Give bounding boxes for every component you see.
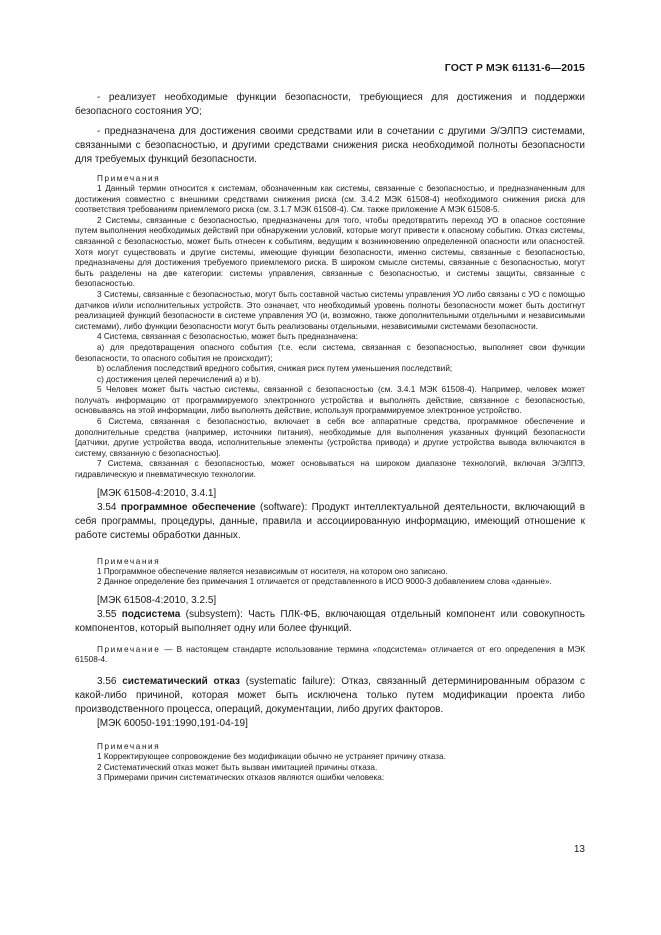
note-item: 3 Системы, связанные с безопасностью, могут быть составной частью системы управления УО либо связаны с УО с помощью датчиков и/или исполнительных устройств. Это означает, что необходимый уровень полноты безопасности может быть достигнут реализацией функций безопасности в системе управления УО (и, возможно, также дополнительными отдельными и независимыми системами), либо функции безопасности могут быть реализованы отдельными, независимыми системами безопасности. (75, 289, 585, 331)
note-item: b) ослабления последствий вредного события, снижая риск путем уменьшения последствий; (97, 364, 453, 374)
note-item: 3 Примерами причин систематических отказов являются ошибки человека: (97, 773, 385, 783)
note-item: 1 Программное обеспечение является независимым от носителя, на котором оно записано. (97, 566, 448, 576)
page-content (75, 91, 585, 784)
page-number: 13 (573, 844, 585, 855)
note-label: Примечание (97, 644, 161, 654)
term-definition: Продукт интеллектуальной деятельности, включающий в себя программы, процедуры, данные, правила и ассоциированную информацию, имеющий отношение к работе системы обработки данных. (75, 501, 586, 541)
term-english: (software): (259, 501, 308, 513)
term-number: 3.55 (97, 608, 117, 620)
term-english: (systematic failure): (245, 676, 336, 687)
reference: [МЭК 61508-4:2010, 3.4.1] (97, 487, 217, 499)
document-code: ГОСТ Р МЭК 61131-6—2015 (444, 62, 585, 74)
note-item: 2 Систематический отказ может быть вызван имитацией причины отказа. (97, 762, 378, 772)
term-definition: Часть ПЛК-ФБ, включающая отдельный компонент или совокупность компонентов, который выполняет одну или более функций. (75, 608, 586, 634)
term-title: подсистема (121, 608, 181, 620)
term-definition: Отказ, связанный детерминированным образом с какой-либо причиной, которая может быть исключена только путем модификации проекта либо производственного процесса, операций, документации, либо других факторов. (75, 676, 586, 715)
term-english: (subsystem): (185, 608, 243, 620)
term-number: 3.56 (97, 676, 117, 687)
notes-heading: Примечания (97, 556, 161, 566)
note-item: c) достижения целей перечислений а) и b). (97, 374, 261, 384)
term-title: систематический отказ (122, 676, 240, 687)
intro-item: - предназначена для достижения своими средствами или в сочетании с другими Э/ЭЛПЭ системами, связанными с безопасностью, и другими средствами снижения риска необходимой полноты безопасности для требуемых функций безопасности. (75, 126, 585, 165)
note-item: 6 Система, связанная с безопасностью, включает в себя все аппаратные средства, программное обеспечение и дополнительные средства (например, источники питания), необходимые для выполнения указанных функций безопасности [датчики, другие устройства ввода, исполнительные элементы (устройства привода) и другие устройства вывода включаются в систему, связанную с безопасностью]. (75, 417, 585, 458)
note-item: а) для предотвращения опасного события (т.е. если система, связанная с безопасностью, выполняет свои функции безопасности, то опасного события не происходит); (75, 342, 585, 363)
term-entry-3-56 (75, 675, 585, 717)
note-item: 2 Данное определение без примечания 1 отличается от представленного в ИСО 9000-3 добавлением слова «данные». (97, 577, 552, 587)
term-entry-3-54 (75, 501, 585, 543)
note-item: 2 Системы, связанные с безопасностью, предназначены для того, чтобы предотвратить переход УО в опасное состояние путем выполнения необходимых действий при обнаружении условий, которые могут привести к опасному событию. Отказ системы, связанной с безопасностью, может быть отнесен к событиям, ведущим к возникновению определенной опасности или опасностей. Хотя могут существовать и другие системы, имеющие функции безопасности, именно системы, связанные с безопасностью, предназначены для достижения требуемого приемлемого риска. В широком смысле системы, связанные с безопасностью, могут быть разделены на две категории: системы управления, связанные с безопасностью, и системы защиты, связанные с безопасностью. (75, 215, 585, 289)
reference: [МЭК 60050-191:1990,191-04-19] (97, 718, 248, 729)
note-item: 5 Человек может быть частью системы, связанной с безопасностью (см. 3.4.1 МЭК 61508-4). Например, человек может получать информацию от программируемого электронного устройства и выполнять действие, связанное с безопасностью, основываясь на этой информации, либо выполнять действие, используя программируемое электронное устройство. (75, 385, 585, 416)
term-title: программное обеспечение (120, 501, 256, 513)
term-number: 3.54 (97, 501, 117, 513)
note-3-55 (75, 645, 585, 666)
note-item: 1 Корректирующее сопровождение без модификации обычно не устраняет причину отказа. (97, 752, 446, 761)
notes-heading: Примечания (97, 742, 161, 751)
term-entry-3-55 (75, 608, 585, 636)
note-text: — В настоящем стандарте использование термина «подсистема» отличается от его определения в МЭК 61508-4. (75, 644, 586, 665)
note-item: 4 Система, связанная с безопасностью, может быть предназначена: (97, 332, 358, 342)
note-item: 1 Данный термин относится к системам, обозначенным как системы, связанные с безопасностью, и предназначенным для достижения совместно с внешними средствами снижения риска (см. 3.4.2 МЭК 61508-4) необходимого снижения риска для соответствия требованиям приемлемого риска (см. 3.1.7 МЭК 61508-4). См. также приложение А МЭК 61508-5. (75, 184, 585, 215)
note-item: 7 Система, связанная с безопасностью, может основываться на широком диапазоне технологий, включая Э/ЭЛПЭ, гидравлическую и пневматическую технологии. (75, 459, 585, 480)
intro-item: - реализует необходимые функции безопасности, требующиеся для достижения и поддержки безопасного состояния УО; (75, 92, 585, 117)
reference: [МЭК 61508-4:2010, 3.2.5] (97, 594, 217, 606)
notes-heading: Примечания (97, 174, 161, 183)
